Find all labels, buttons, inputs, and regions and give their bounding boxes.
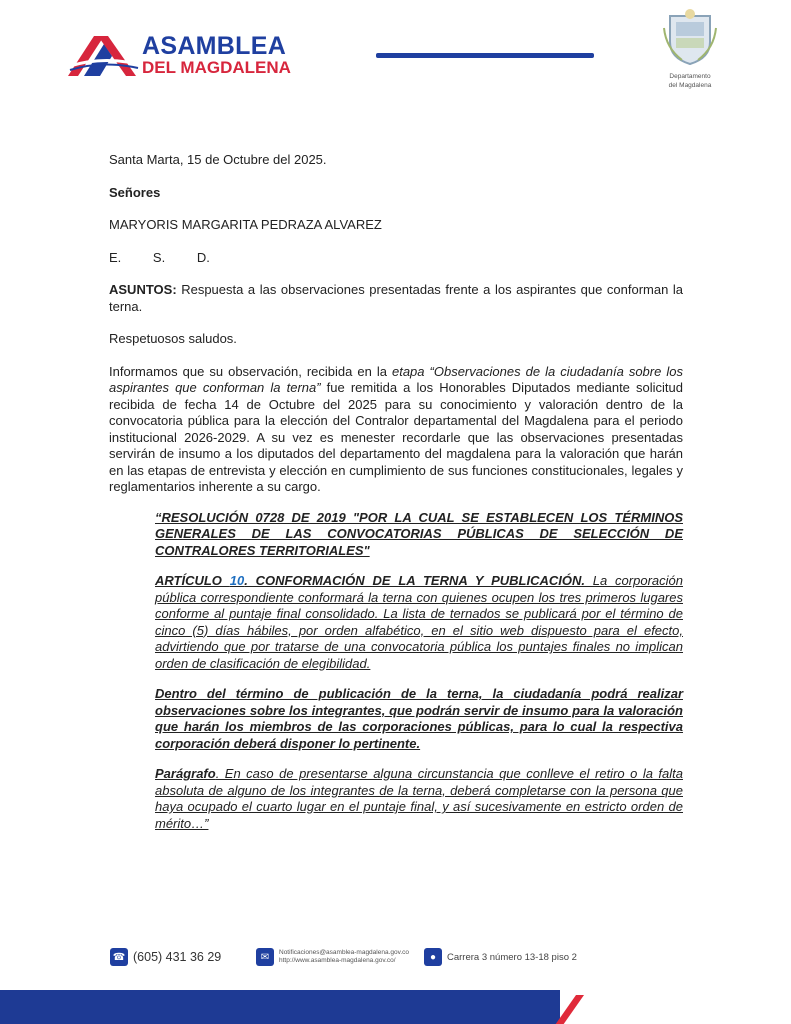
seal-caption-1: Departamento [669,73,711,80]
para1-a: Informamos que su observación, recibida en la [109,363,392,379]
letter-subject [109,282,683,315]
letter-date: Santa Marta, 15 de Octubre del 2025. [109,152,327,167]
resolution-title: “RESOLUCIÓN 0728 DE 2019 "POR LA CUAL SE ESTABLECEN LOS TÉRMINOS GENERALES DE LAS CONVOCATORIAS PÚBLICAS DE SELECCIÓN DE CONTRALORES TERRITORIALES" [155,509,683,558]
footer-address [424,948,577,966]
coat-of-arms-icon [662,8,718,66]
para1-c: fue remitida a los Honorables Diputados mediante solicitud recibida de fecha 14 de Octubre del 2025 para su conocimiento y valoración dentro de la convocatoria pública para la elección del Contralor departamental del Magdalena para el periodo institucional 2026-2029. A su vez es menester recordarle que las observaciones presentadas servirán de insumo a los diputados del departamento del magdalena para la valoración que harán en las etapas de entrevista y elección en cumplimiento de sus funciones constitucionales, legales y reglamentarios inherente a su cargo. [109,380,683,494]
esd-d: D. [196,249,210,265]
letter-recipient: MARYORIS MARGARITA PEDRAZA ALVAREZ [109,217,382,232]
article-pre: ARTÍCULO [155,573,230,588]
address-text: Carrera 3 número 13-18 piso 2 [447,951,577,963]
letter-salutation: Señores [109,184,161,200]
email-address: Notificaciones@asamblea-magdalena.gov.co [279,949,410,956]
logo-subtitle: DEL MAGDALENA [142,58,291,77]
article-10 [155,573,683,672]
asamblea-logo [64,30,304,80]
esd-e: E. [109,249,122,265]
header-divider [376,53,594,58]
website-url: http://www.asamblea-magdalena.gov.co/ [279,957,396,964]
subject-label: ASUNTOS: [109,282,177,297]
letter-footer [110,948,710,972]
email-icon: ✉ [256,948,274,966]
paragrafo-text: . En caso de presentarse alguna circunstancia que conlleve el retiro o la falta absoluta de alguno de los integrantes de la terna, deberá completarse con la persona que haya ocupado el cuarto lugar en el puntaje final, y así sucesivamente en estricto orden de mérito…” [155,766,683,831]
footer-email [256,948,409,966]
article-title: . CONFORMACIÓN DE LA TERNA Y PUBLICACIÓN. [244,573,585,588]
article-text: La corporación pública correspondiente conformará la terna con quienes ocupen los tres primeros lugares conforme al puntaje final consolidado. La lista de ternados se publicará por el término de cinco (5) días hábiles, por orden alfabético, en el sitio web dispuesto para el efecto, advirtiendo que por tratarse de una convocatoria pública los puntajes finales no implican orden de clasificación de elegibilidad. [155,573,683,671]
logo-title: ASAMBLEA [142,32,287,60]
asamblea-emblem-icon [64,30,140,80]
letter-esd [109,250,683,267]
footer-phone [110,948,221,966]
seal-caption-2: del Magdalena [668,82,712,89]
letter-body [109,152,683,846]
footer-band [0,990,560,1024]
article-number: 10 [229,573,245,588]
paragrafo [155,766,683,832]
para1-stage: etapa “Observaciones de la ciudadanía sobre los aspirantes que conforman la terna” [109,363,683,395]
department-seal [655,8,725,88]
phone-icon: ☎ [110,948,128,966]
letter-paragraph [109,364,683,496]
subject-text: Respuesta a las observaciones presentadas frente a los aspirantes que conforman la terna. [109,282,683,314]
location-pin-icon: ● [424,948,442,966]
legal-quote [155,510,683,833]
phone-number: (605) 431 36 29 [133,950,222,964]
esd-s: S. [152,249,166,265]
paragrafo-label: Parágrafo [155,766,216,781]
letter-greeting: Respetuosos saludos. [109,331,237,346]
observations-paragraph: Dentro del término de publicación de la terna, la ciudadanía podrá realizar observaciones sobre los integrantes, que podrán servir de insumo para la valoración que harán los miembros de las corporaciones públicas, para lo cual la respectiva corporación deberá disponer lo pertinente. [155,686,683,751]
